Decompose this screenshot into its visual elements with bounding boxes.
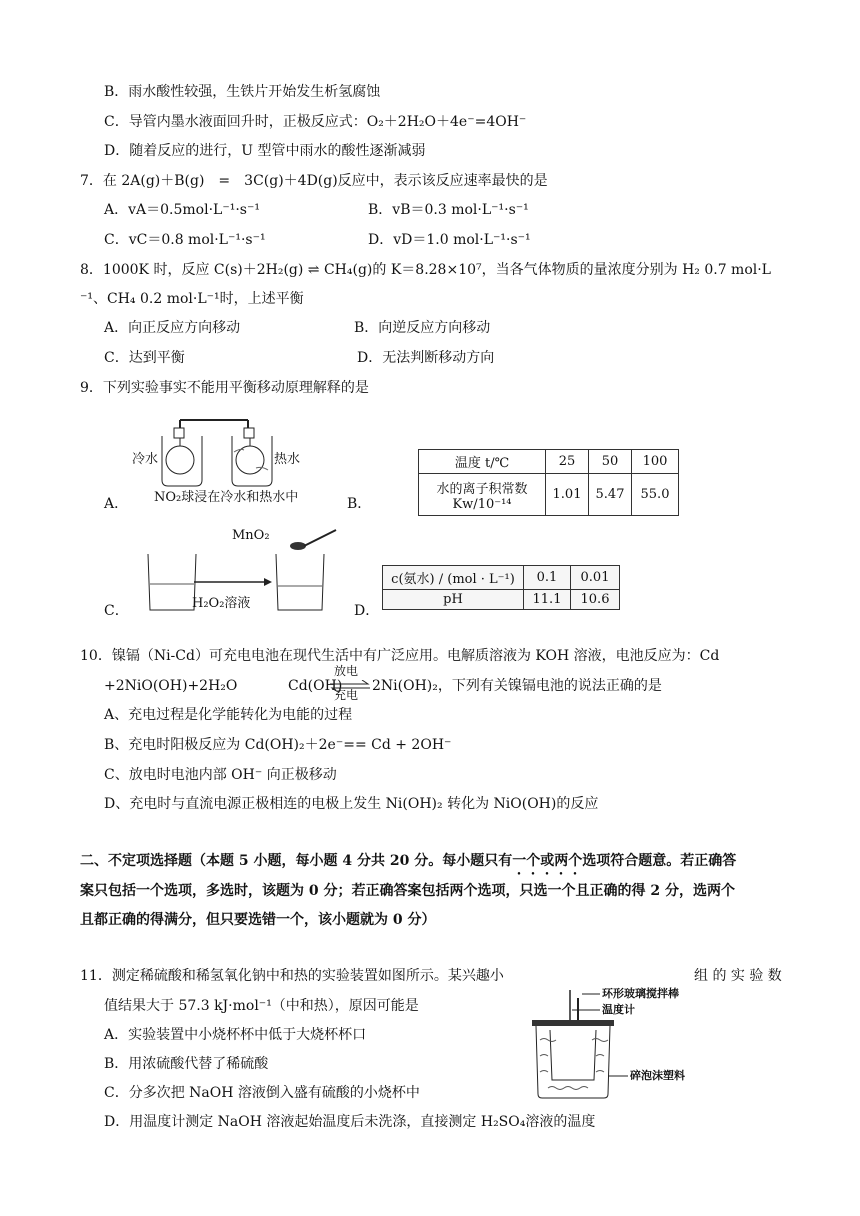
table-header: c(氨水) / (mol · L⁻¹) (383, 566, 524, 590)
q10-option-d: D、充电时与直流电源正极相连的电极上发生 Ni(OH)₂ 转化为 NiO(OH)的反应 (104, 796, 599, 812)
table-cell: 55.0 (632, 474, 679, 516)
q6-option-c: C．导管内墨水液面回升时，正极反应式：O₂＋2H₂O＋4e⁻=4OH⁻ (104, 114, 527, 130)
h2o2-solution-label: H₂O₂溶液 (192, 596, 251, 611)
section2-line1-part-b: 选项符合题意。若正确答 (582, 853, 737, 869)
table-header: 0.1 (524, 566, 571, 590)
table-cell: 5.47 (589, 474, 632, 516)
reversible-arrow-icon (328, 680, 372, 692)
discharge-label: 放电 (334, 664, 359, 678)
thermometer-label: 温度计 (602, 1003, 635, 1016)
q8-option-a: A．向正反应方向移动 (104, 320, 241, 336)
q7-stem: 7．在 2A(g)＋B(g) = 3C(g)＋4D(g)反应中，表示该反应速率最快的是 (80, 173, 548, 189)
kw-label-line2: Kw/10⁻¹⁴ (452, 496, 512, 512)
table-header: 温度 t/℃ (419, 450, 546, 474)
table-header: 25 (546, 450, 589, 474)
q6-option-b: B．雨水酸性较强，生铁片开始发生析氢腐蚀 (104, 84, 381, 100)
q10-option-b: B、充电时阳极反应为 Cd(OH)₂＋2e⁻== Cd + 2OH⁻ (104, 737, 452, 753)
section2-line2: 案只包括一个选项，多选时，该题为 0 分；若正确答案包括两个选项，只选一个且正确的得 2 分，选两个 (80, 883, 735, 899)
table-header: 0.01 (571, 566, 620, 590)
q10-option-c: C、放电时电池内部 OH⁻ 向正极移动 (104, 767, 337, 783)
section2-line3: 且都正确的得满分，但只要选错一个，该小题就为 0 分） (80, 912, 436, 928)
q8-option-d: D．无法判断移动方向 (357, 350, 495, 366)
table-cell: 10.6 (571, 590, 620, 610)
h2o2-mno2-figure (140, 524, 340, 616)
cold-water-label: 冷水 (132, 452, 159, 467)
q9-option-d-label: D． (354, 603, 380, 619)
q11-stem-line1a: 11．测定稀硫酸和稀氢氧化钠中和热的实验装置如图所示。某兴趣小 (80, 968, 504, 984)
table-header: 100 (632, 450, 679, 474)
no2-caption: NO₂球浸在冷水和热水中 (154, 490, 299, 505)
q6-option-d: D．随着反应的进行，U 型管中雨水的酸性逐渐减弱 (104, 143, 426, 159)
q8-stem-line1: 8．1000K 时，反应 C(s)＋2H₂(g) ⇌ CH₄(g)的 K＝8.28×10⁷，当各气体物质的量浓度分别为 H₂ 0.7 mol·L (80, 262, 771, 278)
section2-emphasis: 一个或两个 (512, 853, 583, 869)
water-ionization-table (418, 449, 679, 516)
q8-stem-line2: ⁻¹、CH₄ 0.2 mol·L⁻¹时，上述平衡 (80, 291, 304, 307)
stirrer-label: 环形玻璃搅拌棒 (602, 987, 679, 1000)
q8-option-b: B．向逆反应方向移动 (354, 320, 491, 336)
q10-eq-right-a: Cd(OH) (288, 678, 343, 694)
q11-option-b: B．用浓硫酸代替了稀硫酸 (104, 1056, 269, 1072)
kw-label-line1: 水的离子积常数 (436, 481, 528, 497)
q7-option-b: B．vB＝0.3 mol·L⁻¹·s⁻¹ (368, 202, 529, 218)
table-cell: 11.1 (524, 590, 571, 610)
q7-option-c: C．vC＝0.8 mol·L⁻¹·s⁻¹ (104, 232, 266, 248)
table-header: 50 (589, 450, 632, 474)
q7-option-a: A．vA＝0.5mol·L⁻¹·s⁻¹ (104, 202, 260, 218)
q10-option-a: A、充电过程是化学能转化为电能的过程 (104, 707, 353, 723)
foam-label: 碎泡沫塑料 (630, 1069, 685, 1082)
q11-stem-line1b: 组 的 实 验 数 (694, 968, 782, 984)
table-cell (419, 474, 546, 516)
q9-option-b-label: B． (347, 496, 372, 512)
q11-option-d: D．用温度计测定 NaOH 溶液起始温度后未洗涤，直接测定 H₂SO₄溶液的温度 (104, 1114, 596, 1130)
no2-flask-figure (128, 414, 318, 510)
q7-option-d: D．vD＝1.0 mol·L⁻¹·s⁻¹ (368, 232, 531, 248)
hot-water-label: 热水 (274, 452, 301, 467)
q11-option-c: C．分多次把 NaOH 溶液倒入盛有硫酸的小烧杯中 (104, 1085, 420, 1101)
ammonia-ph-table (382, 565, 620, 610)
q9-option-a-label: A． (104, 496, 129, 512)
table-cell: 1.01 (546, 474, 589, 516)
q9-stem: 9．下列实验事实不能用平衡移动原理解释的是 (80, 380, 369, 396)
q11-option-a: A．实验装置中小烧杯杯中低于大烧杯杯口 (104, 1027, 367, 1043)
q9-option-c-label: C． (104, 603, 129, 619)
q10-eq-right-b: 2Ni(OH)₂，下列有关镍镉电池的说法正确的是 (372, 678, 662, 694)
mno2-label: MnO₂ (232, 528, 270, 543)
section2-line1 (80, 851, 736, 878)
section2-line1-part-a: 二、不定项选择题（本题 5 小题，每小题 4 分共 20 分。每小题只有 (80, 853, 513, 869)
charge-label: 充电 (334, 688, 359, 702)
calorimeter-figure (528, 986, 728, 1102)
table-cell: pH (383, 590, 524, 610)
q10-stem-line1: 10．镍镉（Ni-Cd）可充电电池在现代生活中有广泛应用。电解质溶液为 KOH 溶液，电池反应为：Cd (80, 648, 720, 664)
q8-option-c: C．达到平衡 (104, 350, 185, 366)
q11-stem-line2: 值结果大于 57.3 kJ·mol⁻¹（中和热），原因可能是 (104, 998, 419, 1014)
q10-eq-left: +2NiO(OH)+2H₂O (104, 678, 238, 694)
